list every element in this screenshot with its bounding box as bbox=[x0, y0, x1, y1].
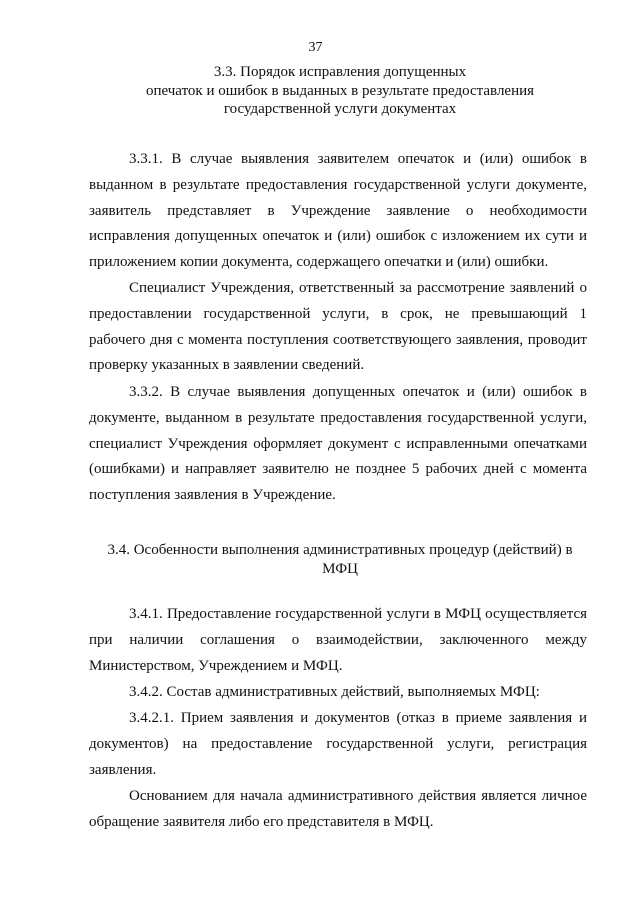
paragraph-basis: Основанием для начала административного действия является личное обращение заявителя либо его представителя в МФЦ. bbox=[89, 788, 587, 830]
paragraph-3-4-2: 3.4.2. Состав административных действий, выполняемых МФЦ: bbox=[129, 684, 540, 700]
section-3-4-heading: 3.4. Особенности выполнения административных процедур (действий) в МФЦ bbox=[107, 542, 573, 577]
paragraph-specialist-check: Специалист Учреждения, ответственный за рассмотрение заявлений о предоставлении государственной услуги, в срок, не превышающий 1 рабочего дня с момента поступления соответствующего заявления, проводит проверку указанных в заявлении сведений. bbox=[89, 280, 587, 374]
paragraph-3-3-1: 3.3.1. В случае выявления заявителем опечаток и (или) ошибок в выданном в результате предоставления государственной услуги документе, заявитель представляет в Учреждение заявление о необходимости исправления допущенных опечаток и (или) ошибок с изложением их сути и приложением копии документа, содержащего опечатки и (или) ошибки. bbox=[89, 151, 587, 271]
paragraph-3-4-2-1: 3.4.2.1. Прием заявления и документов (отказ в приеме заявления и документов) на предоставление государственной услуги, регистрация заявления. bbox=[89, 710, 587, 778]
paragraph-3-4-1: 3.4.1. Предоставление государственной услуги в МФЦ осуществляется при наличии соглашения о взаимодействии, заключенного между Министерством, Учреждением и МФЦ. bbox=[89, 606, 587, 674]
section-3-3-heading: 3.3. Порядок исправления допущенных опечаток и ошибок в выданных в результате предоставления государственной услуги документах bbox=[145, 64, 535, 117]
paragraph-3-3-2: 3.3.2. В случае выявления допущенных опечаток и (или) ошибок в документе, выданном в результате предоставления государственной услуги, специалист Учреждения оформляет документ с исправленными опечатками (ошибками) и направляет заявителю не позднее 5 рабочих дней с момента поступления заявления в Учреждение. bbox=[89, 384, 587, 504]
page-number: 37 bbox=[308, 40, 323, 55]
